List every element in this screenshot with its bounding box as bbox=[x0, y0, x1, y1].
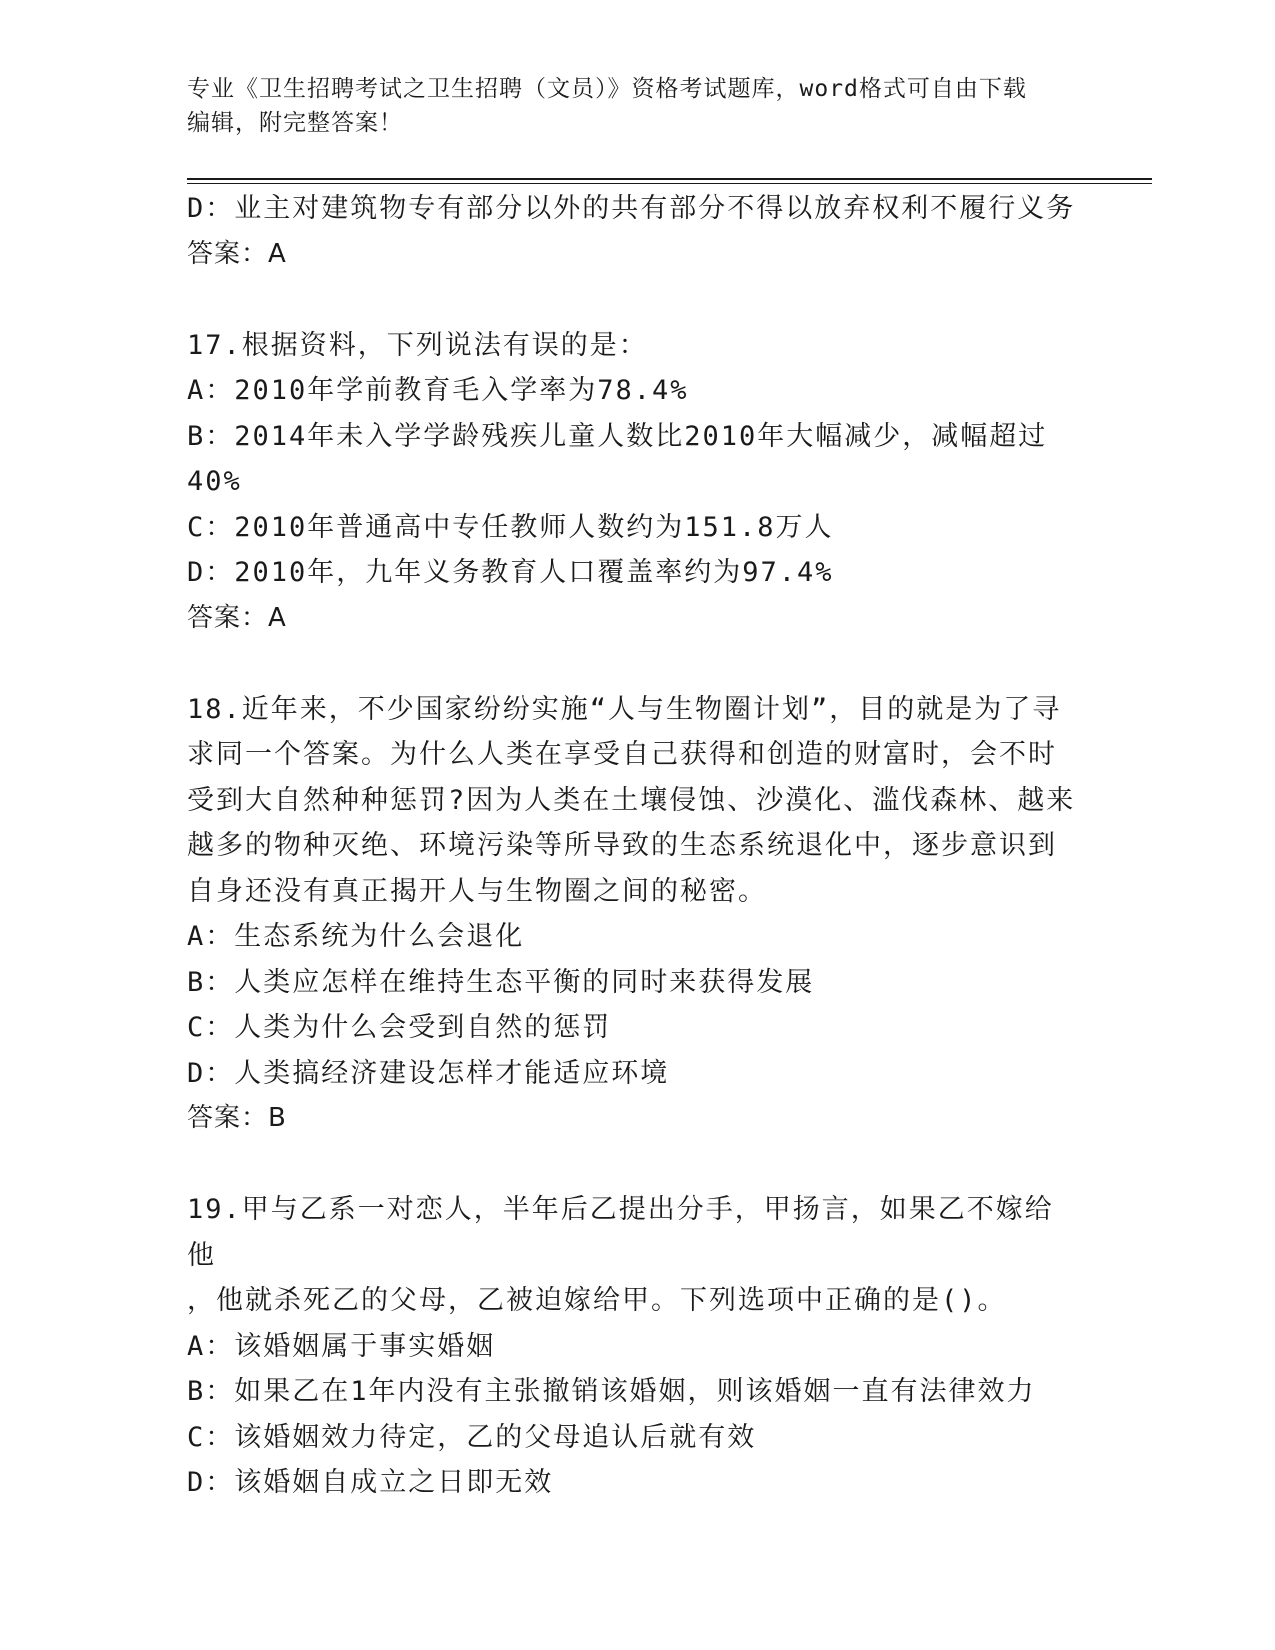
question-stem: 18.近年来，不少国家纷纷实施“人与生物圈计划”，目的就是为了寻 bbox=[187, 693, 1062, 725]
spacer bbox=[187, 1142, 1077, 1188]
document-header bbox=[187, 72, 1067, 140]
header-line-1: 专业《卫生招聘考试之卫生招聘（文员）》资格考试题库，word格式可自由下载 bbox=[187, 76, 1027, 102]
option-c: C：该婚姻效力待定，乙的父母追认后就有效 bbox=[187, 1421, 757, 1453]
option-a: A：2010年学前教育毛入学率为78.4% bbox=[187, 375, 689, 406]
answer-label: 答案：A bbox=[187, 238, 287, 269]
question-stem: 17.根据资料，下列说法有误的是： bbox=[187, 329, 648, 361]
option-b: B：人类应怎样在维持生态平衡的同时来获得发展 bbox=[187, 966, 815, 998]
question-stem-continued: 受到大自然种种惩罚?因为人类在土壤侵蚀、沙漠化、滥伐森林、越来 bbox=[187, 784, 1076, 816]
header-divider-thin bbox=[187, 183, 1152, 184]
header-line-2: 编辑，附完整答案！ bbox=[187, 110, 403, 136]
question-17 bbox=[187, 323, 1077, 642]
previous-question-block bbox=[187, 186, 1077, 277]
question-18 bbox=[187, 687, 1077, 1142]
option-c: C：人类为什么会受到自然的惩罚 bbox=[187, 1012, 612, 1043]
question-stem-continued: 自身还没有真正揭开人与生物圈之间的秘密。 bbox=[187, 875, 767, 907]
question-content bbox=[187, 186, 1077, 1506]
option-c: C：2010年普通高中专任教师人数约为151.8万人 bbox=[187, 511, 834, 543]
option-b-continued: 40% bbox=[187, 466, 242, 497]
spacer bbox=[187, 641, 1077, 687]
question-19 bbox=[187, 1187, 1077, 1506]
option-a: A：生态系统为什么会退化 bbox=[187, 921, 525, 952]
question-stem-continued: 越多的物种灭绝、环境污染等所导致的生态系统退化中，逐步意识到 bbox=[187, 830, 1057, 861]
option-d: D：该婚姻自成立之日即无效 bbox=[187, 1467, 554, 1498]
option-a: A：该婚姻属于事实婚姻 bbox=[187, 1330, 496, 1362]
option-b: B：2014年未入学学龄残疾儿童人数比2010年大幅减少，减幅超过 bbox=[187, 420, 1048, 452]
question-stem: 19.甲与乙系一对恋人，半年后乙提出分手，甲扬言，如果乙不嫁给他 bbox=[187, 1194, 1054, 1271]
question-stem-continued: 求同一个答案。为什么人类在享受自己获得和创造的财富时，会不时 bbox=[187, 739, 1057, 770]
option-d: D：人类搞经济建设怎样才能适应环境 bbox=[187, 1057, 670, 1089]
spacer bbox=[187, 277, 1077, 323]
answer-label: 答案：B bbox=[187, 1103, 287, 1133]
option-d: D：2010年，九年义务教育人口覆盖率约为97.4% bbox=[187, 557, 834, 588]
option-b: B：如果乙在1年内没有主张撤销该婚姻，则该婚姻一直有法律效力 bbox=[187, 1376, 1036, 1407]
question-stem-continued: ，他就杀死乙的父母，乙被迫嫁给甲。下列选项中正确的是()。 bbox=[187, 1285, 1007, 1316]
answer-label: 答案：A bbox=[187, 602, 287, 633]
option-d: D：业主对建筑物专有部分以外的共有部分不得以放弃权利不履行义务 bbox=[187, 193, 1076, 224]
header-divider-thick bbox=[187, 178, 1152, 180]
